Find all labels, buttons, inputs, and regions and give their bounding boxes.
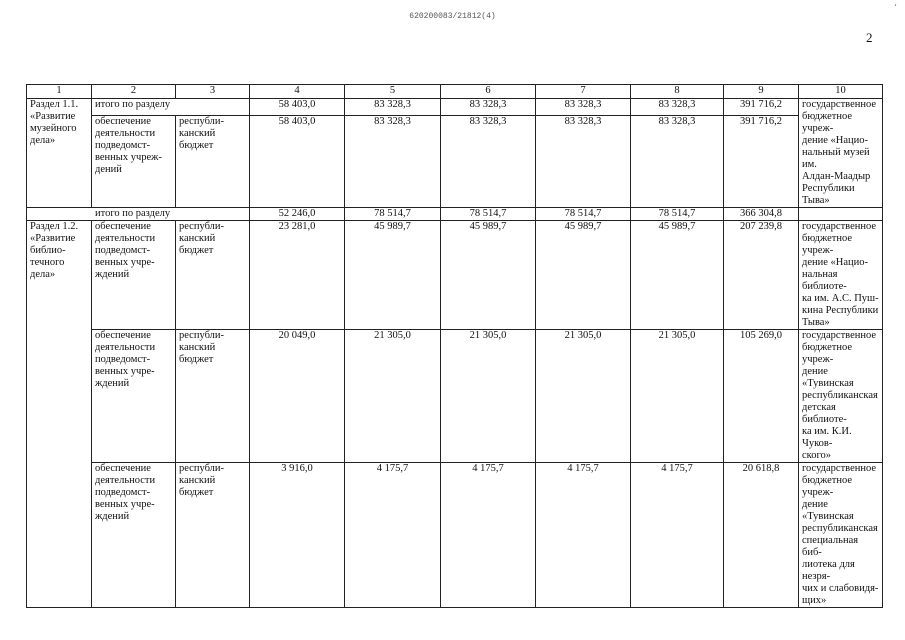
value-cell: 83 328,3 — [441, 115, 536, 207]
column-header: 4 — [250, 85, 345, 99]
value-cell: 21 305,0 — [345, 330, 441, 463]
row-description: обеспечение деятельности подведомст- венных учре- ждений — [92, 221, 176, 330]
row-description: обеспечение деятельности подведомст- венных учре- ждений — [92, 330, 176, 463]
value-cell: 3 916,0 — [250, 463, 345, 608]
column-number-row — [27, 85, 883, 99]
column-header: 6 — [441, 85, 536, 99]
column-header: 7 — [536, 85, 631, 99]
value-cell: 78 514,7 — [441, 208, 536, 221]
value-cell: 58 403,0 — [250, 99, 345, 116]
value-cell: 21 305,0 — [441, 330, 536, 463]
value-cell: 20 618,8 — [724, 463, 799, 608]
executor-empty — [799, 208, 883, 221]
row-description: итого по разделу — [92, 99, 250, 116]
funding-source: республи- канский бюджет — [176, 115, 250, 207]
value-cell: 83 328,3 — [441, 99, 536, 116]
executor-library: государственное бюджетное учреж- дение «Нацио- нальная библиоте- ка им. А.С. Пуш- кина Республики Тыва» — [799, 221, 883, 330]
table-row — [27, 115, 883, 207]
column-header: 10 — [799, 85, 883, 99]
value-cell: 21 305,0 — [536, 330, 631, 463]
value-cell: 83 328,3 — [631, 115, 724, 207]
value-cell: 78 514,7 — [631, 208, 724, 221]
value-cell: 21 305,0 — [631, 330, 724, 463]
executor-children-library: государственное бюджетное учреж- дение «Тувинская республиканская детская библиоте- ка им. К.И. Чуков- ского» — [799, 330, 883, 463]
value-cell: 45 989,7 — [536, 221, 631, 330]
value-cell: 207 239,8 — [724, 221, 799, 330]
funding-source: республи- канский бюджет — [176, 463, 250, 608]
section-label-library: Раздел 1.2. «Развитие библио- течного дела» — [27, 221, 92, 608]
table-row — [27, 208, 883, 221]
value-cell: 83 328,3 — [631, 99, 724, 116]
executor-museum: государственное бюджетное учреж- дение «Нацио- нальный музей им. Алдан-Маадыр Республики Тыва» — [799, 99, 883, 208]
column-header: 5 — [345, 85, 441, 99]
column-header: 1 — [27, 85, 92, 99]
column-header: 3 — [176, 85, 250, 99]
column-header: 2 — [92, 85, 176, 99]
value-cell: 391 716,2 — [724, 99, 799, 116]
page-number: 2 — [866, 30, 873, 45]
value-cell: 52 246,0 — [250, 208, 345, 221]
value-cell: 4 175,7 — [441, 463, 536, 608]
value-cell: 23 281,0 — [250, 221, 345, 330]
funding-source: республи- канский бюджет — [176, 221, 250, 330]
value-cell: 78 514,7 — [536, 208, 631, 221]
value-cell: 391 716,2 — [724, 115, 799, 207]
funding-source: республи- канский бюджет — [176, 330, 250, 463]
table-row — [27, 330, 883, 463]
row-description: обеспечение деятельности подведомст- венных учреж- дений — [92, 115, 176, 207]
table-row — [27, 221, 883, 330]
column-header: 9 — [724, 85, 799, 99]
executor-special-library: государственное бюджетное учреж- дение «Тувинская республиканская специальная биб- лиотека для незря- чих и слабовидя- щих» — [799, 463, 883, 608]
value-cell: 105 269,0 — [724, 330, 799, 463]
value-cell: 83 328,3 — [536, 115, 631, 207]
value-cell: 4 175,7 — [536, 463, 631, 608]
table-row — [27, 99, 883, 116]
value-cell: 83 328,3 — [536, 99, 631, 116]
value-cell: 45 989,7 — [631, 221, 724, 330]
budget-table — [26, 84, 883, 608]
section-label-museum: Раздел 1.1. «Развитие музейного дела» — [27, 99, 92, 208]
value-cell: 45 989,7 — [345, 221, 441, 330]
row-description: итого по разделу — [27, 208, 250, 221]
value-cell: 4 175,7 — [631, 463, 724, 608]
value-cell: 20 049,0 — [250, 330, 345, 463]
value-cell: 78 514,7 — [345, 208, 441, 221]
document-id: 620200083/21812(4) — [409, 12, 496, 21]
corner-mark: ʻ — [894, 2, 897, 12]
row-description: обеспечение деятельности подведомст- венных учре- ждений — [92, 463, 176, 608]
value-cell: 366 304,8 — [724, 208, 799, 221]
value-cell: 58 403,0 — [250, 115, 345, 207]
value-cell: 45 989,7 — [441, 221, 536, 330]
value-cell: 83 328,3 — [345, 99, 441, 116]
value-cell: 4 175,7 — [345, 463, 441, 608]
value-cell: 83 328,3 — [345, 115, 441, 207]
table-row — [27, 463, 883, 608]
column-header: 8 — [631, 85, 724, 99]
